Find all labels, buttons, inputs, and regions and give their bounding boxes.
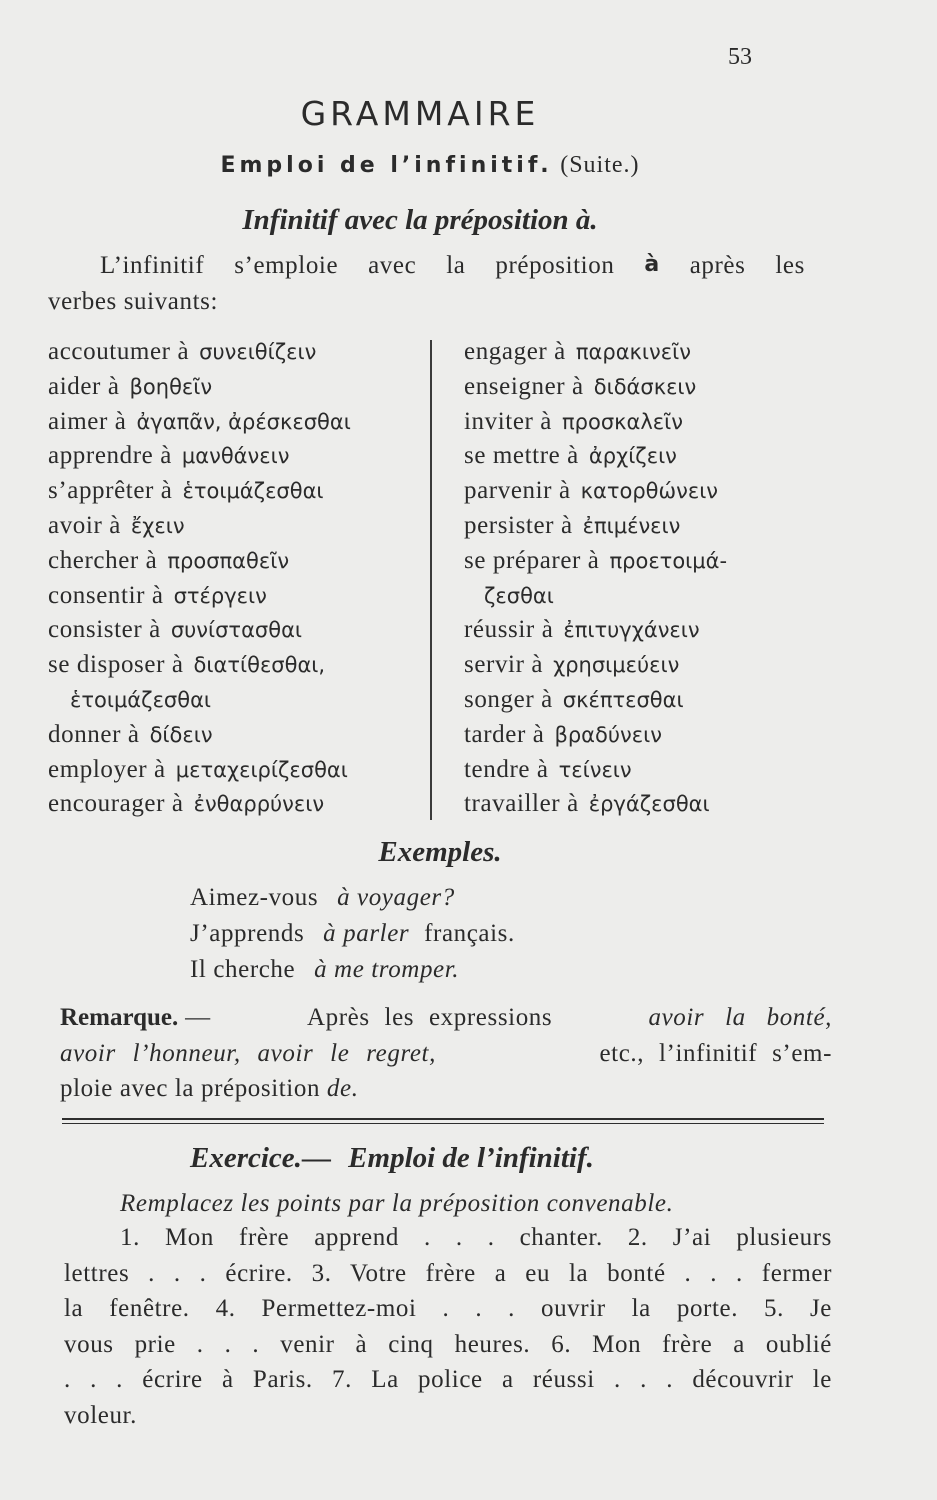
verb-entry bbox=[464, 477, 718, 505]
verb-french: tendre à bbox=[464, 755, 549, 783]
verb-entry bbox=[48, 512, 185, 540]
remark-italic: avoir l’honneur, avoir le regret, bbox=[60, 1040, 436, 1067]
verb-french: donner à bbox=[48, 720, 140, 748]
verb-entry bbox=[464, 651, 679, 679]
intro-word: les bbox=[775, 252, 805, 279]
verb-entry bbox=[464, 756, 632, 784]
exercise-heading bbox=[190, 1142, 594, 1175]
verb-greek: μεταχειρίζεσθαι bbox=[175, 757, 348, 782]
verb-entry bbox=[464, 721, 662, 749]
verb-greek: ζεσθαι bbox=[484, 583, 554, 608]
verb-french: chercher à bbox=[48, 546, 158, 574]
verb-french: s’apprêter à bbox=[48, 477, 173, 505]
verb-greek: ἑτοιμάζεσθαι bbox=[70, 688, 212, 712]
exercise-line: 1. Mon frère apprend . . . chanter. 2. J’ai plusieurs bbox=[120, 1224, 832, 1251]
verb-french: se disposer à bbox=[48, 651, 184, 679]
verb-french: parvenir à bbox=[464, 477, 571, 505]
verb-entry bbox=[464, 686, 684, 714]
verb-greek: κατορθώνειν bbox=[580, 479, 719, 504]
exercise-heading-part2: Emploi de l’infinitif. bbox=[348, 1142, 594, 1174]
subtitle bbox=[0, 150, 860, 179]
verb-entry bbox=[464, 373, 696, 401]
intro-word: préposition bbox=[495, 252, 615, 279]
intro-word: après bbox=[689, 252, 746, 279]
verb-greek: ἀγαπᾶν, ἀρέσκεσθαι bbox=[136, 409, 351, 434]
verb-french: travailler à bbox=[464, 790, 579, 818]
example-italic: à me tromper. bbox=[314, 956, 460, 983]
verb-entry bbox=[48, 616, 302, 644]
example-text: Aimez-vous bbox=[190, 884, 319, 911]
example-line bbox=[190, 920, 515, 948]
verb-entry bbox=[48, 756, 348, 784]
verb-french: employer à bbox=[48, 755, 166, 783]
verb-french: tarder à bbox=[464, 720, 545, 748]
verb-entry bbox=[464, 442, 677, 470]
example-italic: à voyager? bbox=[337, 884, 455, 911]
exercise-instruction: Remplacez les points par la préposition convenable. bbox=[120, 1190, 674, 1217]
exercise-heading-part1: Exercice. bbox=[190, 1142, 302, 1174]
verb-greek: ἀρχίζειν bbox=[588, 444, 677, 469]
intro-word: L’infinitif bbox=[100, 252, 205, 279]
example-line bbox=[190, 956, 459, 984]
verb-greek: χρησιμεύειν bbox=[553, 653, 680, 678]
verb-greek: προετοιμά- bbox=[609, 548, 728, 573]
verb-greek: ἐπιτυγχάνειν bbox=[563, 618, 700, 643]
section-rule-thin bbox=[62, 1123, 824, 1124]
verb-greek: ἐργάζεσθαι bbox=[588, 792, 710, 817]
verb-french: engager à bbox=[464, 338, 566, 365]
page-number: 53 bbox=[728, 44, 752, 70]
verb-french: servir à bbox=[464, 651, 544, 679]
example-text: J’apprends bbox=[190, 920, 305, 947]
exercise-line: vous prie . . . venir à cinq heures. 6. Mon frère a oublié bbox=[64, 1330, 832, 1358]
verb-french: consentir à bbox=[48, 581, 164, 609]
verb-greek: ἔχειν bbox=[130, 514, 185, 538]
verb-greek: βραδύνειν bbox=[554, 722, 662, 747]
verb-entry bbox=[464, 547, 727, 575]
verb-greek: βοηθεῖν bbox=[129, 374, 213, 399]
verb-greek: παρακινεῖν bbox=[575, 340, 691, 364]
remark-text: ploie avec la préposition bbox=[60, 1075, 321, 1102]
verb-greek: προσπαθεῖν bbox=[167, 548, 290, 573]
verb-entry bbox=[48, 408, 351, 436]
intro-word: s’emploie bbox=[234, 252, 339, 279]
intro-line-1 bbox=[100, 252, 805, 280]
verb-french: encourager à bbox=[48, 790, 184, 818]
verb-entry bbox=[484, 582, 554, 610]
verb-french: aimer à bbox=[48, 407, 127, 435]
verb-french: apprendre à bbox=[48, 442, 172, 470]
example-line bbox=[190, 884, 455, 912]
subtitle-suite: (Suite.) bbox=[560, 152, 640, 178]
intro-word-bold: à bbox=[644, 252, 660, 277]
verb-greek: ἐνθαρρύνειν bbox=[193, 792, 325, 817]
verb-entry bbox=[464, 512, 680, 540]
verb-greek: τείνειν bbox=[558, 757, 632, 782]
verb-entry bbox=[48, 442, 289, 470]
verb-greek: διδάσκειν bbox=[593, 374, 697, 399]
verb-french: consister à bbox=[48, 616, 161, 644]
verb-french: persister à bbox=[464, 512, 573, 539]
examples-heading: Exemples. bbox=[378, 836, 502, 868]
exercise-line: . . . écrire à Paris. 7. La police a réussi . . . découvrir le bbox=[64, 1366, 832, 1393]
verb-french: se mettre à bbox=[464, 442, 579, 470]
verb-greek: μανθάνειν bbox=[181, 444, 290, 469]
verb-greek: δίδειν bbox=[149, 722, 213, 747]
verb-french: avoir à bbox=[48, 512, 121, 539]
verb-greek: διατίθεσθαι, bbox=[193, 653, 326, 678]
verb-entry bbox=[48, 477, 324, 505]
verb-french: inviter à bbox=[464, 407, 553, 435]
verb-greek: σκέπτεσθαι bbox=[562, 688, 684, 712]
exercise-line: la fenêtre. 4. Permettez-moi . . . ouvrir la porte. 5. Je bbox=[64, 1295, 832, 1322]
verb-entry bbox=[464, 616, 700, 644]
subtitle-main: Emploi de l’infinitif. bbox=[220, 153, 553, 178]
verb-entry bbox=[48, 721, 213, 749]
verb-entry bbox=[48, 582, 267, 610]
verb-french: enseigner à bbox=[464, 372, 584, 400]
remark-label: Remarque. bbox=[60, 1004, 179, 1031]
verb-greek: προσκαλεῖν bbox=[562, 409, 683, 434]
exercise-line: lettres . . . écrire. 3. Votre frère a eu la bonté . . . fermer bbox=[64, 1259, 832, 1287]
verb-entry bbox=[48, 790, 324, 818]
verb-entry bbox=[48, 373, 212, 401]
intro-word: la bbox=[446, 252, 466, 279]
remark-italic: avoir la bonté, bbox=[648, 1004, 832, 1031]
verb-greek: συνειθίζειν bbox=[199, 340, 317, 364]
verb-entry bbox=[464, 338, 691, 366]
verb-entry bbox=[464, 408, 683, 436]
verb-french: réussir à bbox=[464, 616, 554, 644]
intro-word: avec bbox=[368, 252, 417, 279]
example-text: français. bbox=[424, 920, 515, 947]
verb-entry bbox=[48, 338, 316, 366]
column-divider bbox=[430, 340, 432, 820]
example-text: Il cherche bbox=[190, 956, 296, 983]
remark-italic: de. bbox=[326, 1075, 359, 1102]
verb-greek: συνίστασθαι bbox=[170, 618, 303, 643]
verb-greek: ἑτοιμάζεσθαι bbox=[182, 479, 324, 504]
remark-line-1 bbox=[60, 1004, 832, 1032]
verb-greek: ἐπιμένειν bbox=[582, 514, 681, 538]
remark-dash: — bbox=[185, 1004, 211, 1031]
exercise-line: voleur. bbox=[64, 1401, 137, 1429]
remark-line-3 bbox=[60, 1075, 832, 1103]
verb-french: accoutumer à bbox=[48, 338, 190, 365]
example-italic: à parler bbox=[323, 920, 410, 947]
verb-entry bbox=[48, 651, 325, 679]
verb-greek: στέργειν bbox=[173, 583, 267, 608]
intro-line-2: verbes suivants: bbox=[48, 288, 218, 315]
remark-text: Après les expressions bbox=[307, 1004, 553, 1031]
page-title: GRAMMAIRE bbox=[300, 94, 540, 133]
section-heading: Infinitif avec la préposition à. bbox=[242, 204, 598, 236]
verb-french: songer à bbox=[464, 686, 553, 713]
section-rule bbox=[62, 1118, 824, 1120]
verb-entry bbox=[464, 790, 710, 818]
exercise-heading-dash: — bbox=[301, 1142, 331, 1174]
verb-french: aider à bbox=[48, 372, 120, 400]
verb-entry bbox=[48, 547, 289, 575]
remark-text: etc., l’infinitif s’em- bbox=[599, 1040, 832, 1067]
verb-entry bbox=[70, 686, 211, 714]
remark-line-2 bbox=[60, 1040, 832, 1068]
verb-french: se préparer à bbox=[464, 546, 600, 574]
